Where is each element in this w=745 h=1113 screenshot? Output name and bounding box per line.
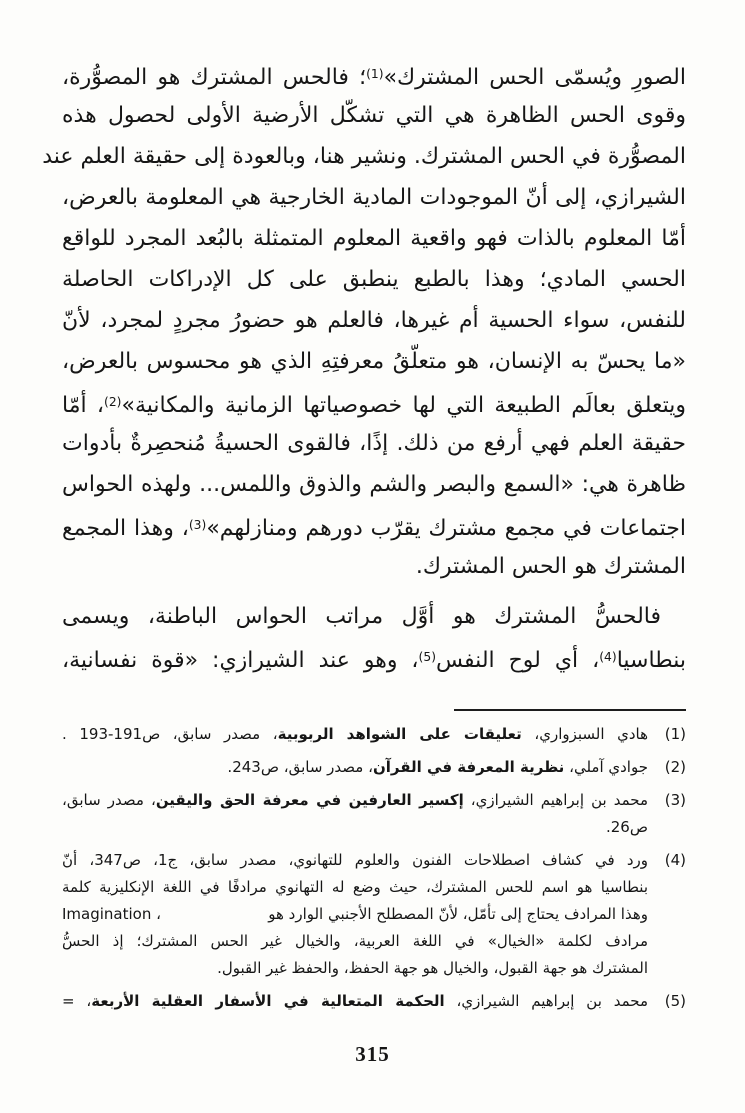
text-line: [62, 464, 686, 505]
text-segment: الحسي المادي؛ وهذا بالطبع ينطبق على كل الإدراكات الحاصلة: [62, 267, 686, 292]
text-line: [62, 218, 686, 259]
footnote-text: [62, 721, 648, 748]
footnote-marker: (3): [664, 791, 686, 809]
text-segment: المشترك هو جهة القبول، والخيال هو جهة الحفظ، والحفظ غير القبول.: [217, 959, 648, 977]
text-segment: هادي السبزواري،: [521, 725, 649, 743]
footnote-ref: (3): [188, 518, 207, 532]
text-line: [62, 505, 686, 546]
footnote: [62, 721, 686, 748]
footnote: [62, 988, 686, 1015]
text-segment: Imagination ،: [62, 905, 161, 923]
text-segment: ، مصدر سابق، ص243.: [227, 758, 373, 776]
footnote-text: [62, 988, 648, 1015]
text-line: [62, 928, 648, 955]
text-segment: بنطاسيا هو اسم للحس المشترك، حيث وضع له التهانوي مرادفًا في اللغة الإنكليزية كلمة: [62, 878, 648, 896]
footnote-ref: (2): [104, 395, 122, 409]
footnote: [62, 787, 686, 841]
text-line: [62, 177, 686, 218]
text-segment: وقوى الحس الظاهرة هي التي تشكّل الأرضية الأولى لحصول هذه: [62, 103, 686, 128]
text-segment: ، مصدر سابق،: [62, 791, 156, 809]
text-segment: جوادي آملي،: [564, 758, 648, 776]
footnote-ref: (4): [599, 650, 617, 664]
text-line: [62, 901, 648, 928]
text-line: [62, 546, 686, 587]
text-segment: ورد في كشاف اصطلاحات الفنون والعلوم للتهانوي، مصدر سابق، ج1، ص347، أنّ: [62, 851, 648, 869]
footnote-marker: (5): [664, 992, 686, 1010]
page-number: 315: [355, 1042, 390, 1066]
footnotes: [62, 721, 686, 1021]
text-segment: الشيرازي، إلى أنّ الموجودات المادية الخارجية هي المعلومة بالعرض،: [62, 185, 686, 210]
text-segment: ، وهو عند الشيرازي: «قوة نفسانية،: [62, 648, 419, 674]
text-segment: بنطاسيا: [616, 648, 686, 674]
text-segment: حقيقة العلم فهي أرفع من ذلك. إذًا، فالقوى الحسيةُ مُنحصِرةٌ بأدوات: [62, 431, 686, 456]
footnote-text: [62, 754, 648, 781]
text-segment: ويتعلق بعالَم الطبيعة التي لها خصوصياتها الزمانية والمكانية»: [121, 393, 686, 419]
text-segment: تعليقات على الشواهد الربوبية: [277, 725, 522, 743]
text-segment: نظرية المعرفة في القرآن: [372, 758, 565, 776]
text-segment: أمّا المعلوم بالذات فهو واقعية المعلوم المتمثلة بالبُعد المجرد للواقع: [62, 226, 686, 251]
text-line: [62, 637, 686, 678]
text-segment: «ما يحسّ به الإنسان، هو متعلّقُ معرفتِهِ الذي هو محسوس بالعرض،: [62, 349, 686, 374]
footnote-ref: (5): [418, 650, 436, 664]
text-segment: المشترك هو الحس المشترك.: [415, 554, 686, 579]
text-line: [62, 341, 686, 382]
text-segment: ظاهرة هي: «السمع والبصر والشم والذوق واللمس... ولهذه الحواس: [62, 472, 686, 497]
footnote: [62, 754, 686, 781]
text-line: [62, 259, 686, 300]
text-line: [62, 955, 648, 982]
text-segment: المصوُّرة في الحس المشترك. ونشير هنا، وبالعودة إلى حقيقة العلم عند: [42, 144, 686, 169]
text-segment: الصورِ ويُسمّى الحس المشترك»: [383, 65, 686, 91]
footnote-marker: (2): [664, 758, 686, 776]
text-line: [62, 874, 648, 901]
text-line: [62, 721, 648, 748]
footnote-text: [62, 787, 648, 841]
body-text: [42, 54, 686, 678]
footnote: [62, 847, 686, 982]
text-segment: مرادف لكلمة «الخيال» في اللغة العربية، والخيال غير الحس المشترك؛ إذ الحسُّ: [62, 932, 648, 950]
text-segment: ؛ فالحس المشترك هو المصوُّرة،: [62, 65, 367, 91]
text-segment: اجتماعات في مجمع مشترك يقرّب دورهم ومنازلهم»: [206, 516, 686, 542]
text-segment: ، مصدر سابق، ص191‏-‏193 .: [62, 725, 278, 743]
footnote-text: [62, 847, 648, 982]
text-segment: ، أي لوح النفس: [436, 648, 600, 674]
text-segment: ، =: [62, 992, 92, 1010]
paragraph: [42, 54, 686, 587]
text-line: [62, 787, 648, 814]
text-segment: محمد بن إبراهيم الشيرازي،: [444, 992, 648, 1010]
text-line: [62, 847, 648, 874]
text-segment: فالحسُّ المشترك هو أوَّل مراتب الحواس الباطنة، ويسمى: [62, 604, 661, 629]
text-segment: إكسير العارفين في معرفة الحق واليقين: [155, 791, 464, 809]
text-line: [42, 136, 686, 177]
paragraph: [62, 596, 686, 678]
footnote-ref: (1): [366, 67, 384, 81]
text-segment: ، وهذا المجمع: [62, 516, 189, 542]
text-line: [62, 95, 686, 136]
text-segment: وهذا المرادف يحتاج إلى تأمّل، لأنّ المصطلح الأجنبي الوارد هو: [268, 905, 648, 923]
text-segment: للنفس، سواء الحسية أم غيرها، فالعلم هو حضورُ مجردٍ لمجرد، لأنّ: [62, 308, 686, 333]
text-line: [62, 596, 686, 637]
text-segment: محمد بن إبراهيم الشيرازي،: [463, 791, 648, 809]
text-line: [62, 382, 686, 423]
text-segment: ، أمّا: [62, 393, 105, 419]
text-line: [62, 423, 686, 464]
footnote-separator: [454, 709, 686, 711]
text-line: [62, 754, 648, 781]
text-line: [62, 300, 686, 341]
text-segment: ص26.: [605, 818, 648, 836]
text-line: [62, 54, 686, 95]
footnote-marker: (4): [664, 851, 686, 869]
footnote-marker: (1): [664, 725, 686, 743]
text-line: [62, 988, 648, 1015]
text-line: [62, 814, 648, 841]
text-segment: الحكمة المتعالية في الأسفار العقلية الأربعة: [91, 992, 445, 1010]
